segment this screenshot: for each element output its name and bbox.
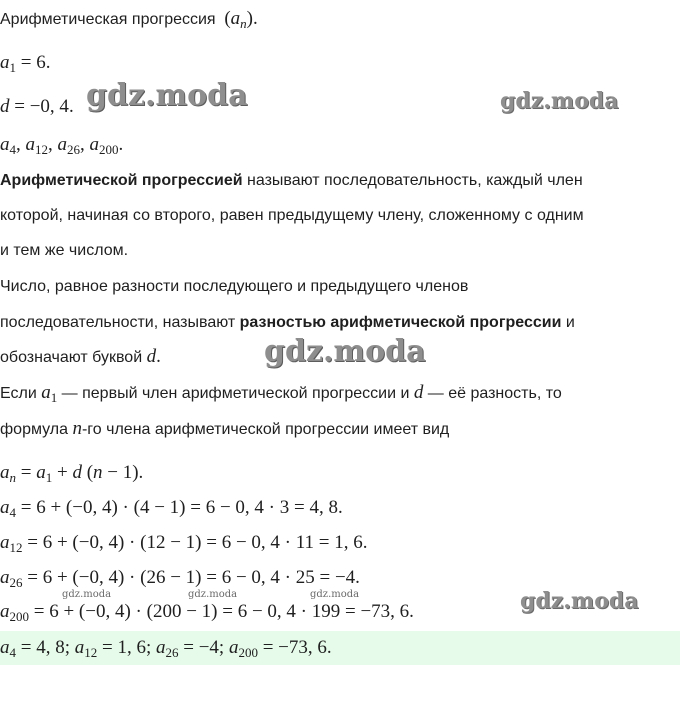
sequence-symbol: $(a_n)$. (219, 8, 258, 31)
watermark-small: gdz.moda (62, 589, 112, 600)
calc-a26: $a_{26} = 6 + (-0$, 4) · (26 − 1) = 6 − 0, 4 · 25 = −4. (0, 567, 360, 590)
watermark-small: gdz.moda (188, 589, 238, 600)
formula-intro-line-2: формула n-го члена арифметической прогрессии имеет вид (0, 418, 450, 439)
formula-intro-1a: Если (0, 385, 42, 402)
answer-a26: = −4; (183, 637, 225, 658)
formula-intro-2b: -го члена арифметической прогрессии имеет вид (81, 421, 450, 438)
task-title (0, 8, 258, 31)
answer-line: $a_4 = 4$, 8; $a_{12} = 1$, 6; $a_{26} = -4$; $a_{200} = -73$, 6. (0, 637, 332, 660)
task-title-text: Арифметическая прогрессия (0, 11, 216, 28)
definition-line-3: и тем же числом. (0, 242, 129, 259)
calc-a4: $a_4 = 6 + (-0$, 4) · (4 − 1) = 6 − 0, 4 · 3 = 4, 8. (0, 497, 343, 520)
watermark: gdz.moda (520, 588, 639, 614)
given-a1: $a_1 = 6$. (0, 52, 51, 75)
formula-intro-1b: — первый член арифметической прогрессии и (57, 385, 414, 402)
watermark: gdz.moda (500, 88, 619, 114)
definition-line-2: которой, начиная со второго, равен предыдущему члену, сложенному с одним (0, 207, 584, 224)
watermark: gdz.moda (86, 78, 248, 113)
definition-line-1 (0, 170, 583, 192)
answer-a4: = 4, 8; (20, 637, 70, 658)
find-terms: $a_4$, $a_{12}$, $a_{26}$, $a_{200}$. (0, 134, 124, 157)
calc-a26-expr: = 6 + (−0, 4) · (26 − 1) = 6 − 0, 4 · 25 = −4. (27, 567, 360, 588)
formula-intro-2a: формула (0, 421, 73, 438)
calc-a200: $a_{200} = 6 + (-0$, 4) · (200 − 1) = 6 − 0, 4 · 199 = −73, 6. (0, 601, 414, 624)
given-d: d = −0, 4. (0, 96, 74, 117)
difference-line-2 (0, 312, 575, 334)
general-formula: $a_n = a_1 + d$ (n − 1). (0, 462, 144, 485)
difference-line-1: Число, равное разности последующего и предыдущего членов (0, 278, 469, 295)
d-value: −0, 4 (29, 96, 69, 117)
answer-a200: = −73, 6. (262, 637, 332, 658)
calc-a4-expr: = 6 + (−0, 4) · (4 − 1) = 6 − 0, 4 · 3 = 4, 8. (20, 497, 343, 518)
answer-a12: = 1, 6; (102, 637, 152, 658)
formula-intro-line-1: Если $a_1$ — первый член арифметической прогрессии и d — её разность, то (0, 382, 562, 405)
calc-a12-expr: = 6 + (−0, 4) · (12 − 1) = 6 − 0, 4 · 11 = 1, 6. (27, 532, 368, 553)
a1-value: 6 (36, 52, 46, 73)
difference-text-2a: последовательности, называют (0, 314, 240, 331)
definition-term: Арифметической прогрессией (0, 172, 243, 189)
difference-text-2b: и (561, 314, 575, 331)
calc-a200-expr: = 6 + (−0, 4) · (200 − 1) = 6 − 0, 4 · 199 = −73, 6. (33, 601, 414, 622)
difference-term: разностью арифметической прогрессии (239, 314, 562, 331)
formula-intro-1c: — её разность, то (423, 385, 562, 402)
calc-a12: $a_{12} = 6 + (-0$, 4) · (12 − 1) = 6 − 0, 4 · 11 = 1, 6. (0, 532, 368, 555)
difference-line-3: обозначают буквой d. (0, 346, 161, 367)
definition-text-1: называют последовательность, каждый член (242, 172, 583, 189)
difference-text-3: обозначают буквой (0, 349, 147, 366)
watermark: gdz.moda (264, 334, 426, 369)
watermark-small: gdz.moda (310, 589, 360, 600)
